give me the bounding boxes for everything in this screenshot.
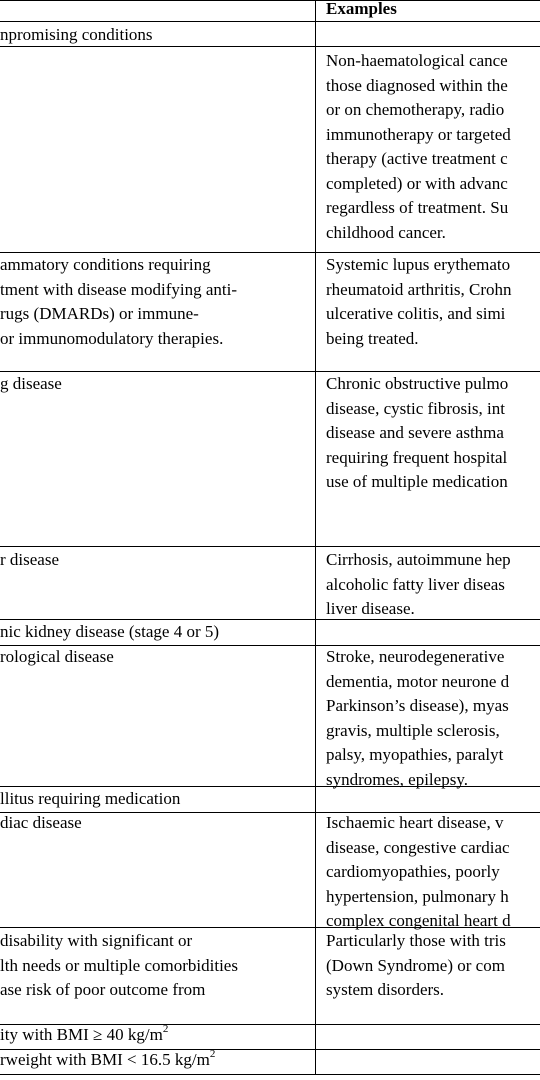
examples-line: regardless of treatment. Su bbox=[326, 198, 509, 217]
condition-line: or immunomodulatory therapies. bbox=[0, 328, 224, 348]
examples-line: cardiomyopathies, poorly bbox=[326, 862, 500, 881]
obesity-exponent: 2 bbox=[162, 1023, 169, 1036]
examples-line: rheumatoid arthritis, Crohn bbox=[326, 279, 512, 299]
condition-line: rological disease bbox=[0, 647, 114, 666]
condition-line: nic kidney disease (stage 4 or 5) bbox=[0, 622, 220, 641]
examples-line: requiring frequent hospital bbox=[326, 447, 508, 467]
examples-cell bbox=[326, 548, 511, 622]
table-rule bbox=[0, 1074, 540, 1075]
examples-line: dementia, motor neurone d bbox=[326, 671, 510, 691]
examples-line: disease, congestive cardiac bbox=[326, 837, 510, 857]
examples-line: completed) or with advanc bbox=[326, 173, 508, 193]
condition-cell bbox=[0, 645, 114, 670]
examples-line: ulcerative colitis, and simi bbox=[326, 304, 506, 323]
examples-cell bbox=[326, 645, 509, 792]
condition-cell bbox=[0, 620, 219, 645]
examples-line: palsy, myopathies, paralyt bbox=[326, 745, 504, 764]
examples-line: hypertension, pulmonary h bbox=[326, 886, 509, 906]
obesity-text: ity with BMI ≥ 40 kg/m bbox=[0, 1025, 163, 1044]
condition-cell bbox=[0, 787, 180, 812]
examples-line: Stroke, neurodegenerative bbox=[326, 647, 505, 666]
examples-line: (Down Syndrome) or com bbox=[326, 955, 505, 975]
condition-line: g disease bbox=[0, 374, 62, 393]
examples-line: Parkinson’s disease), myas bbox=[326, 696, 509, 715]
examples-header: Examples bbox=[326, 0, 397, 18]
underweight-exponent: 2 bbox=[209, 1048, 216, 1061]
examples-cell bbox=[326, 49, 511, 245]
condition-line: llitus requiring medication bbox=[0, 789, 181, 808]
examples-line: liver disease. bbox=[326, 599, 415, 618]
examples-line: or on chemotherapy, radio bbox=[326, 100, 505, 119]
condition-cell bbox=[0, 811, 82, 836]
examples-line: syndromes, epilepsy. bbox=[326, 769, 468, 789]
examples-line: immunotherapy or targeted bbox=[326, 124, 511, 144]
condition-line: rugs (DMARDs) or immune- bbox=[0, 304, 199, 323]
condition-line: ase risk of poor outcome from bbox=[0, 980, 206, 999]
condition-cell bbox=[0, 23, 153, 48]
examples-line: Ischaemic heart disease, v bbox=[326, 813, 504, 832]
examples-line: Non-haematological cance bbox=[326, 51, 508, 70]
examples-line: disease and severe asthma bbox=[326, 423, 504, 442]
examples-line: system disorders. bbox=[326, 980, 445, 999]
examples-line: Chronic obstructive pulmo bbox=[326, 374, 509, 393]
underweight-text: rweight with BMI < 16.5 kg/m bbox=[0, 1050, 210, 1069]
condition-line: npromising conditions bbox=[0, 25, 153, 44]
condition-line: diac disease bbox=[0, 813, 82, 832]
examples-cell bbox=[326, 811, 511, 934]
obesity-condition-cell bbox=[0, 1023, 168, 1048]
table-rule bbox=[0, 21, 540, 22]
examples-cell bbox=[326, 253, 512, 351]
condition-line: tment with disease modifying anti- bbox=[0, 279, 238, 299]
underweight-condition-cell bbox=[0, 1048, 215, 1073]
examples-cell bbox=[326, 372, 508, 495]
condition-line: ammatory conditions requiring bbox=[0, 255, 211, 274]
examples-line: alcoholic fatty liver diseas bbox=[326, 574, 505, 594]
condition-line: disability with significant or bbox=[0, 931, 193, 950]
table-rule bbox=[0, 0, 540, 1]
examples-line: disease, cystic fibrosis, int bbox=[326, 398, 505, 418]
examples-line: Systemic lupus erythemato bbox=[326, 255, 511, 274]
examples-line: complex congenital heart d bbox=[326, 911, 511, 930]
examples-line: Cirrhosis, autoimmune hep bbox=[326, 550, 511, 569]
condition-cell bbox=[0, 372, 62, 397]
examples-line: childhood cancer. bbox=[326, 222, 446, 242]
condition-cell bbox=[0, 253, 237, 351]
examples-line: use of multiple medication bbox=[326, 472, 508, 491]
examples-line: gravis, multiple sclerosis, bbox=[326, 720, 500, 740]
condition-line: r disease bbox=[0, 550, 60, 569]
condition-cell bbox=[0, 929, 238, 1003]
condition-cell bbox=[0, 548, 59, 573]
column-divider bbox=[315, 0, 316, 1074]
examples-line: Particularly those with tris bbox=[326, 931, 506, 950]
examples-line: therapy (active treatment c bbox=[326, 149, 508, 168]
table-rule bbox=[0, 546, 540, 547]
examples-cell bbox=[326, 929, 506, 1003]
examples-line: being treated. bbox=[326, 328, 419, 348]
examples-line: those diagnosed within the bbox=[326, 75, 508, 95]
condition-line: lth needs or multiple comorbidities bbox=[0, 955, 238, 975]
